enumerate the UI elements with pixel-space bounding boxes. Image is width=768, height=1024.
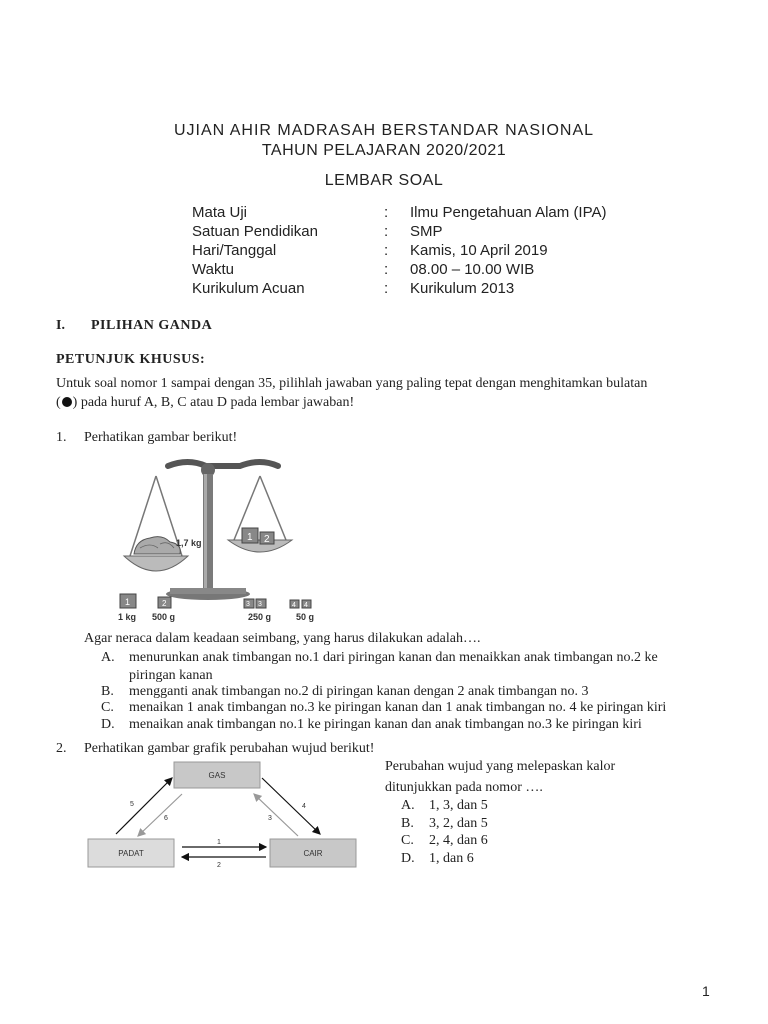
option-text: 3, 2, dan 5	[429, 816, 488, 831]
info-value: SMP	[410, 223, 443, 240]
option-text: menaikan 1 anak timbangan no.3 ke piringan kanan dan 1 anak timbangan no. 4 ke piringan kiri	[129, 700, 667, 715]
phase-change-diagram	[86, 760, 358, 872]
info-label: Waktu	[192, 261, 234, 278]
info-colon: :	[384, 223, 389, 240]
weight-4a-number: 4	[292, 602, 296, 609]
option-text: 1, 3, dan 5	[429, 798, 488, 813]
info-value: Kamis, 10 April 2019	[410, 242, 548, 259]
question-prompt: Perhatikan gambar berikut!	[84, 430, 238, 445]
liquid-label: CAIR	[303, 849, 323, 858]
section-title: PILIHAN GANDA	[91, 318, 213, 333]
instructions-line-2-text: ) pada huruf A, B, C atau D pada lembar jawaban!	[72, 395, 355, 410]
weight-4b-number: 4	[304, 602, 308, 609]
info-value: 08.00 – 10.00 WIB	[410, 261, 535, 278]
instructions-line-2	[56, 395, 354, 411]
option-text: mengganti anak timbangan no.2 di piringan kanan dengan 2 anak timbangan no. 3	[129, 684, 589, 699]
option-text: 2, 4, dan 6	[429, 833, 488, 848]
arrow-5-label: 5	[130, 801, 134, 808]
option-letter: B.	[401, 816, 414, 831]
paren-open: (	[56, 395, 61, 410]
page-number: 1	[702, 983, 710, 999]
filled-circle-icon	[62, 397, 72, 407]
weight-2-label: 500 g	[152, 612, 176, 622]
option-letter: A.	[101, 650, 115, 665]
academic-year: TAHUN PELAJARAN 2020/2021	[261, 142, 507, 159]
question-prompt: Perhatikan gambar grafik perubahan wujud berikut!	[84, 741, 375, 756]
arrow-5	[116, 778, 172, 834]
pan-weight-2-label: 2	[264, 534, 270, 545]
instructions-heading: PETUNJUK KHUSUS:	[56, 352, 206, 367]
weight-2-number: 2	[162, 599, 167, 608]
info-value: Ilmu Pengetahuan Alam (IPA)	[410, 204, 607, 221]
gas-label: GAS	[208, 771, 226, 780]
exam-title: UJIAN AHIR MADRASAH BERSTANDAR NASIONAL	[173, 122, 595, 139]
option-letter: B.	[101, 684, 114, 699]
option-letter: C.	[101, 700, 114, 715]
weight-3b-number: 3	[258, 601, 262, 608]
balance-scale-figure	[110, 448, 332, 624]
option-letter: D.	[101, 717, 115, 732]
info-colon: :	[384, 261, 389, 278]
arrow-6-label: 6	[164, 815, 168, 822]
info-label: Hari/Tanggal	[192, 242, 277, 259]
weight-3a-number: 3	[246, 601, 250, 608]
option-letter: A.	[401, 798, 415, 813]
option-text: menurunkan anak timbangan no.1 dari piringan kanan dan menaikkan anak timbangan no.2 ke	[129, 650, 658, 665]
sheet-title: LEMBAR SOAL	[324, 172, 444, 189]
solid-label: PADAT	[118, 849, 144, 858]
info-value: Kurikulum 2013	[410, 280, 515, 297]
arrow-1-label: 1	[217, 839, 221, 846]
question-number: 1.	[56, 430, 67, 445]
weight-1-label: 1 kg	[118, 612, 137, 622]
arrow-3-label: 3	[268, 815, 272, 822]
info-label: Kurikulum Acuan	[192, 280, 305, 297]
info-label: Mata Uji	[192, 204, 248, 221]
info-colon: :	[384, 280, 389, 297]
question-text: Agar neraca dalam keadaan seimbang, yang harus dilakukan adalah….	[84, 631, 481, 646]
question-text-line-1: Perubahan wujud yang melepaskan kalor	[385, 759, 616, 774]
option-text: 1, dan 6	[429, 851, 474, 866]
arrow-6	[138, 794, 182, 836]
arrow-2-label: 2	[217, 862, 221, 869]
instructions-line-1: Untuk soal nomor 1 sampai dengan 35, pilihlah jawaban yang paling tepat dengan menghitamkan bulatan	[56, 376, 648, 391]
option-text: piringan kanan	[129, 668, 213, 683]
info-colon: :	[384, 242, 389, 259]
arrow-4-label: 4	[302, 803, 306, 810]
info-label: Satuan Pendidikan	[192, 223, 318, 240]
info-colon: :	[384, 204, 389, 221]
left-mass-label: 1,7 kg	[176, 538, 202, 548]
pan-weight-1-label: 1	[247, 532, 253, 543]
option-letter: C.	[401, 833, 414, 848]
weight-4-label: 50 g	[296, 612, 315, 622]
arrow-3	[254, 794, 298, 836]
option-text: menaikan anak timbangan no.1 ke piringan kanan dan anak timbangan no.3 ke piringan kiri	[129, 717, 642, 732]
weight-1-number: 1	[125, 597, 131, 607]
section-number: I.	[56, 318, 65, 333]
arrow-4	[262, 778, 320, 834]
question-text-line-2: ditunjukkan pada nomor ….	[385, 780, 543, 795]
option-letter: D.	[401, 851, 415, 866]
weight-3-label: 250 g	[248, 612, 272, 622]
question-number: 2.	[56, 741, 67, 756]
